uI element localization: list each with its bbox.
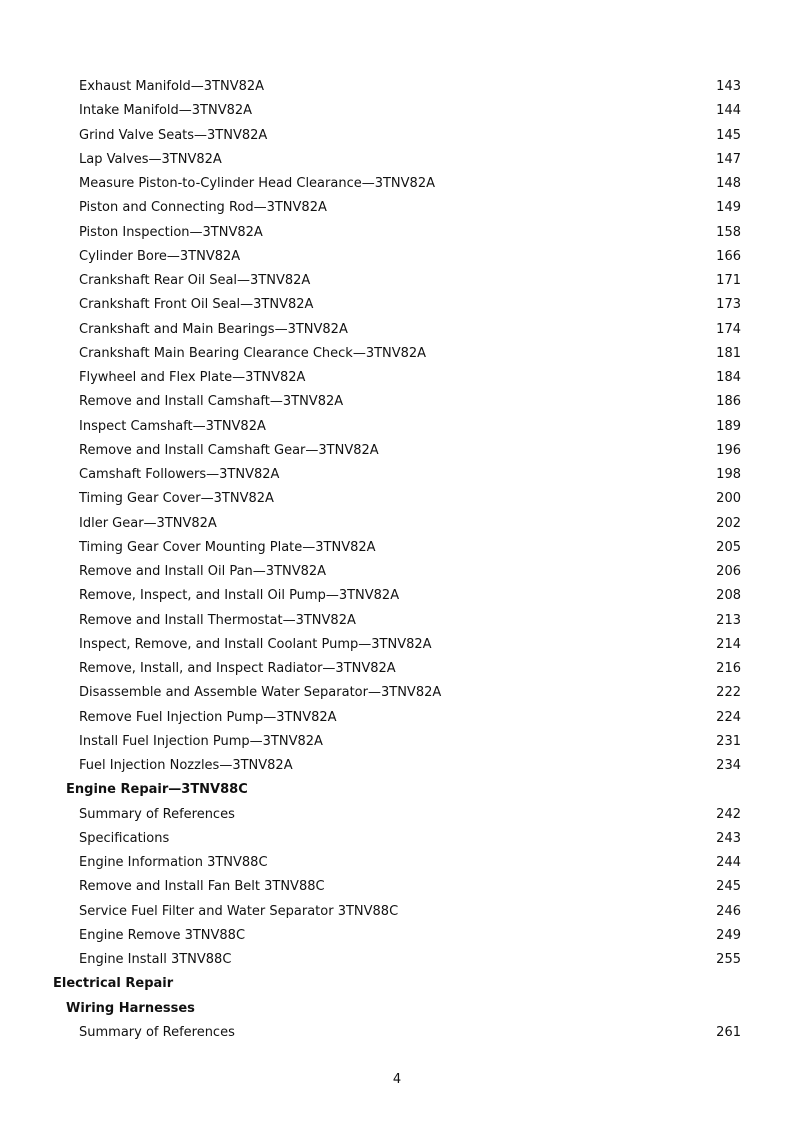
- toc-entry-page: 249: [716, 927, 741, 943]
- toc-entry-page: 145: [716, 127, 741, 143]
- toc-entry-page: 222: [716, 685, 741, 701]
- toc-entry-page: 246: [716, 903, 741, 919]
- toc-entry-title: Fuel Injection Nozzles—3TNV82A: [79, 758, 293, 773]
- toc-entry[interactable]: [0, 463, 794, 487]
- toc-section-heading[interactable]: [0, 997, 794, 1021]
- toc-entry-title: Piston Inspection—3TNV82A: [79, 224, 263, 240]
- toc-entry[interactable]: [0, 390, 794, 414]
- toc-entry[interactable]: [0, 245, 794, 269]
- toc-entry-title: Remove Fuel Injection Pump—3TNV82A: [79, 709, 337, 725]
- toc-entry-title: Grind Valve Seats—3TNV82A: [79, 127, 268, 143]
- toc-entry[interactable]: [0, 293, 794, 317]
- toc-entry-page: 242: [716, 806, 741, 822]
- toc-entry[interactable]: [0, 124, 794, 148]
- toc-entry-page: 158: [716, 224, 741, 240]
- toc-entry-page: 243: [716, 830, 741, 846]
- toc-entry-title: Intake Manifold—3TNV82A: [79, 103, 253, 119]
- toc-entry-page: 200: [716, 491, 741, 507]
- toc-entry[interactable]: [0, 584, 794, 608]
- toc-entry-page: 244: [716, 855, 741, 870]
- toc-entry[interactable]: [0, 342, 794, 366]
- toc-entry-title: Remove, Install, and Inspect Radiator—3TNV82A: [79, 661, 396, 676]
- toc-entry-title: Timing Gear Cover Mounting Plate—3TNV82A: [79, 539, 376, 555]
- toc-entry-page: 205: [716, 539, 741, 555]
- toc-entry[interactable]: [0, 730, 794, 754]
- toc-entry[interactable]: [0, 754, 794, 778]
- toc-entry-page: 166: [716, 248, 741, 264]
- toc-entry-title: Specifications: [79, 830, 170, 846]
- toc-entry-title: Cylinder Bore—3TNV82A: [79, 248, 241, 264]
- toc-entry-title: Crankshaft Front Oil Seal—3TNV82A: [79, 297, 314, 313]
- toc-entry[interactable]: [0, 221, 794, 245]
- toc-entry-page: 148: [716, 176, 741, 191]
- toc-entry-title: Piston and Connecting Rod—3TNV82A: [79, 200, 327, 216]
- toc-entry[interactable]: [0, 1021, 794, 1045]
- toc-entry-page: 143: [716, 79, 741, 94]
- toc-entry-page: 261: [716, 1024, 741, 1040]
- toc-entry-title: Camshaft Followers—3TNV82A: [79, 467, 280, 482]
- toc-section-heading[interactable]: [0, 972, 794, 996]
- toc-section-heading[interactable]: [0, 778, 794, 802]
- toc-entry[interactable]: [0, 196, 794, 220]
- toc-entry-page: 181: [716, 345, 741, 361]
- toc-entry-title: Engine Install 3TNV88C: [79, 952, 232, 967]
- toc-entry-title: Wiring Harnesses: [66, 1000, 195, 1016]
- table-of-contents: [0, 75, 794, 1045]
- toc-entry-title: Crankshaft Rear Oil Seal—3TNV82A: [79, 273, 311, 288]
- toc-entry-title: Timing Gear Cover—3TNV82A: [79, 491, 274, 507]
- toc-entry[interactable]: [0, 803, 794, 827]
- toc-entry-page: 149: [716, 200, 741, 216]
- toc-entry-title: Engine Remove 3TNV88C: [79, 927, 246, 943]
- toc-entry-page: 144: [716, 103, 741, 119]
- toc-entry-title: Summary of References: [79, 806, 235, 822]
- toc-entry-title: Remove and Install Oil Pan—3TNV82A: [79, 564, 327, 579]
- toc-entry-page: 214: [716, 636, 741, 652]
- toc-entry[interactable]: [0, 415, 794, 439]
- toc-entry[interactable]: [0, 560, 794, 584]
- toc-entry-page: 147: [716, 151, 741, 167]
- page-number: 4: [392, 1072, 402, 1087]
- toc-entry-title: Idler Gear—3TNV82A: [79, 515, 217, 531]
- toc-entry-title: Engine Information 3TNV88C: [79, 855, 268, 870]
- toc-entry-title: Remove and Install Camshaft—3TNV82A: [79, 394, 344, 410]
- toc-entry[interactable]: [0, 318, 794, 342]
- toc-entry[interactable]: [0, 487, 794, 511]
- toc-entry-title: Crankshaft Main Bearing Clearance Check—3TNV82A: [79, 345, 427, 361]
- toc-entry-page: 206: [716, 564, 741, 579]
- toc-entry[interactable]: [0, 875, 794, 899]
- toc-entry-page: 234: [716, 758, 741, 773]
- toc-entry-page: 224: [716, 709, 741, 725]
- toc-entry-title: Summary of References: [79, 1024, 235, 1040]
- toc-entry[interactable]: [0, 172, 794, 196]
- toc-entry[interactable]: [0, 657, 794, 681]
- toc-entry-title: Inspect, Remove, and Install Coolant Pump—3TNV82A: [79, 636, 432, 652]
- toc-entry-page: 171: [716, 273, 741, 288]
- toc-entry[interactable]: [0, 366, 794, 390]
- toc-entry[interactable]: [0, 948, 794, 972]
- toc-entry[interactable]: [0, 706, 794, 730]
- toc-entry[interactable]: [0, 75, 794, 99]
- toc-entry-title: Service Fuel Filter and Water Separator 3TNV88C: [79, 903, 399, 919]
- toc-entry-page: 202: [716, 515, 741, 531]
- toc-entry-page: 173: [716, 297, 741, 313]
- toc-entry-title: Remove and Install Camshaft Gear—3TNV82A: [79, 442, 379, 458]
- toc-entry-title: Electrical Repair: [53, 976, 174, 992]
- toc-entry-page: 174: [716, 321, 741, 337]
- toc-entry[interactable]: [0, 851, 794, 875]
- toc-entry-title: Measure Piston-to-Cylinder Head Clearance—3TNV82A: [79, 176, 435, 191]
- toc-entry-page: 186: [716, 394, 741, 410]
- toc-entry[interactable]: [0, 827, 794, 851]
- toc-entry-page: 231: [716, 733, 741, 749]
- toc-entry-page: 189: [716, 418, 741, 434]
- toc-entry-title: Engine Repair—3TNV88C: [66, 782, 248, 798]
- toc-entry-page: 198: [716, 467, 741, 482]
- toc-entry-title: Remove, Inspect, and Install Oil Pump—3TNV82A: [79, 588, 400, 604]
- toc-entry[interactable]: [0, 924, 794, 948]
- toc-entry[interactable]: [0, 536, 794, 560]
- toc-entry-title: Remove and Install Thermostat—3TNV82A: [79, 612, 356, 628]
- toc-entry-page: 208: [716, 588, 741, 604]
- toc-entry[interactable]: [0, 609, 794, 633]
- toc-entry-title: Install Fuel Injection Pump—3TNV82A: [79, 733, 323, 749]
- toc-entry-page: 216: [716, 661, 741, 676]
- toc-entry-title: Disassemble and Assemble Water Separator—3TNV82A: [79, 685, 442, 701]
- toc-entry-title: Crankshaft and Main Bearings—3TNV82A: [79, 321, 348, 337]
- toc-entry[interactable]: [0, 439, 794, 463]
- toc-entry-title: Exhaust Manifold—3TNV82A: [79, 79, 265, 94]
- toc-entry[interactable]: [0, 148, 794, 172]
- toc-entry[interactable]: [0, 512, 794, 536]
- toc-entry[interactable]: [0, 633, 794, 657]
- toc-entry-title: Lap Valves—3TNV82A: [79, 151, 222, 167]
- toc-entry-page: 255: [716, 952, 741, 967]
- toc-entry-page: 213: [716, 612, 741, 628]
- toc-entry[interactable]: [0, 900, 794, 924]
- toc-entry-title: Flywheel and Flex Plate—3TNV82A: [79, 370, 306, 385]
- toc-entry-page: 196: [716, 442, 741, 458]
- toc-entry-title: Remove and Install Fan Belt 3TNV88C: [79, 879, 325, 895]
- toc-entry-page: 245: [716, 879, 741, 895]
- toc-entry[interactable]: [0, 269, 794, 293]
- toc-entry[interactable]: [0, 681, 794, 705]
- toc-entry-page: 184: [716, 370, 741, 385]
- toc-entry[interactable]: [0, 99, 794, 123]
- toc-entry-title: Inspect Camshaft—3TNV82A: [79, 418, 266, 434]
